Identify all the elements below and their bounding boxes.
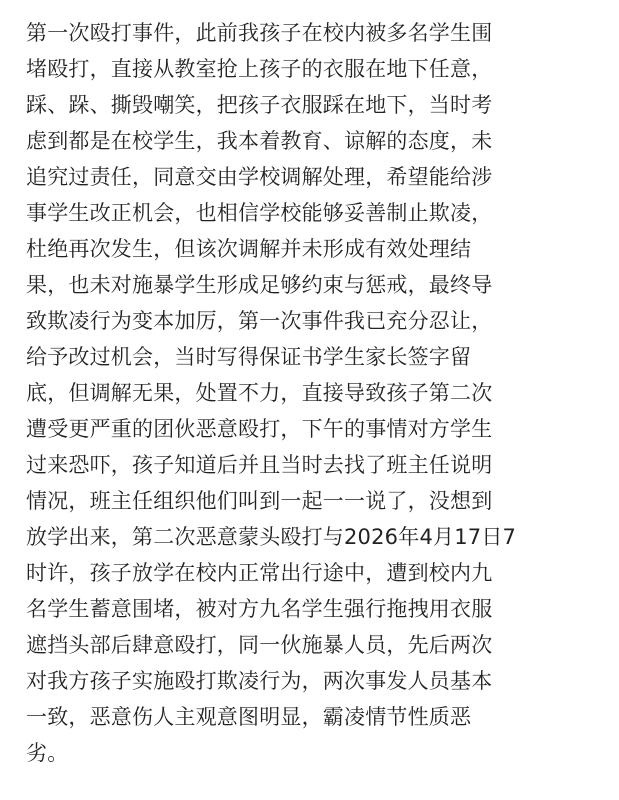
text-line-8: 果，也未对施暴学生形成足够约束与惩戒，最终导 xyxy=(26,273,493,297)
text-line-10: 给予改过机会，当时写得保证书学生家长签字留 xyxy=(26,345,472,369)
text-line-15: 放学出来，第二次恶意蒙头殴打与2026年4月17日7 xyxy=(26,525,517,549)
text-line-19: 对我方孩子实施殴打欺凌行为，两次事发人员基本 xyxy=(26,669,493,693)
text-line-6: 事学生改正机会，也相信学校能够妥善制止欺凌， xyxy=(26,201,493,225)
text-line-13: 过来恐吓，孩子知道后并且当时去找了班主任说明 xyxy=(26,453,493,477)
text-line-4: 虑到都是在校学生，我本着教育、谅解的态度，未 xyxy=(26,129,493,153)
text-line-7: 杜绝再次发生，但该次调解并未形成有效处理结 xyxy=(26,237,472,261)
text-line-17: 名学生蓄意围堵，被对方九名学生强行拖拽用衣服 xyxy=(26,597,493,621)
text-line-11: 底，但调解无果，处置不力，直接导致孩子第二次 xyxy=(26,381,493,405)
text-line-5: 追究过责任，同意交由学校调解处理，希望能给涉 xyxy=(26,165,493,189)
text-line-2: 堵殴打，直接从教室抢上孩子的衣服在地下任意， xyxy=(26,57,493,81)
text-line-20: 一致，恶意伤人主观意图明显，霸凌情节性质恶 xyxy=(26,705,472,729)
text-line-18: 遮挡头部后肆意殴打，同一伙施暴人员，先后两次 xyxy=(26,633,493,657)
text-line-16: 时许，孩子放学在校内正常出行途中，遭到校内九 xyxy=(26,561,493,585)
text-line-12: 遭受更严重的团伙恶意殴打，下午的事情对方学生 xyxy=(26,417,493,441)
text-line-3: 踩、跺、撕毁嘲笑，把孩子衣服踩在地下，当时考 xyxy=(26,93,493,117)
text-line-14: 情况，班主任组织他们叫到一起一一说了，没想到 xyxy=(26,489,493,513)
text-line-21: 劣。 xyxy=(26,741,69,765)
text-line-1: 第一次殴打事件，此前我孩子在校内被多名学生围 xyxy=(26,21,493,45)
text-line-9: 致欺凌行为变本加厉，第一次事件我已充分忍让， xyxy=(26,309,493,333)
